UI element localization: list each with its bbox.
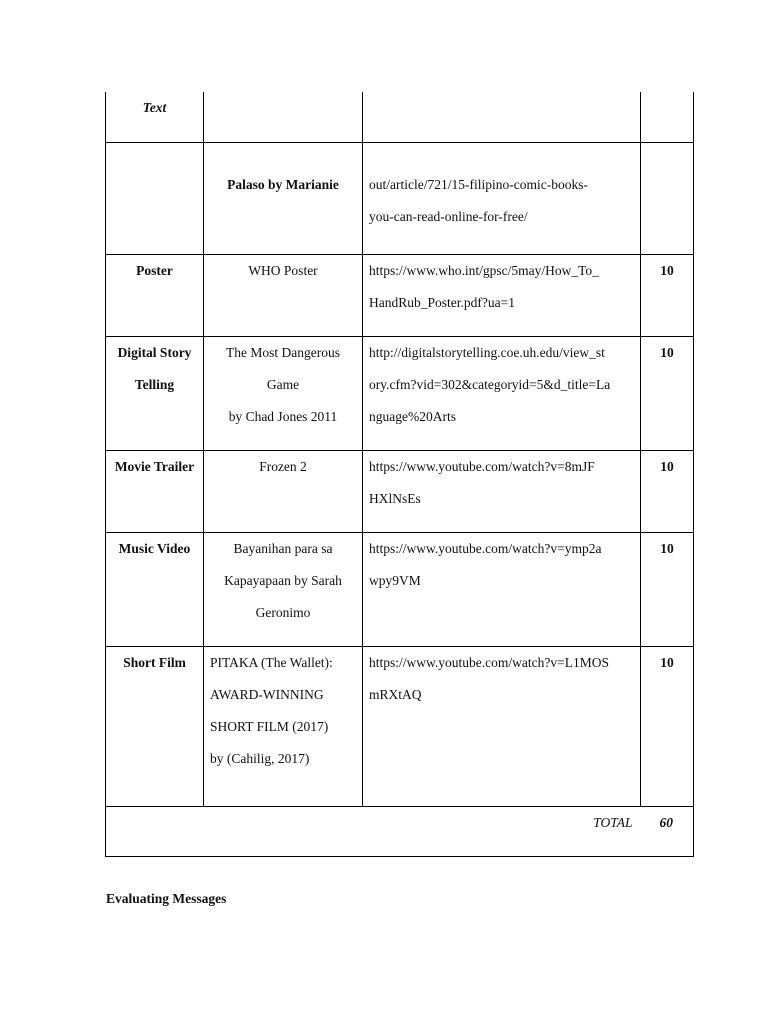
points-value: 10 [660,458,674,474]
link-text[interactable]: ory.cfm?vid=302&categoryid=5&d_title=La [369,376,611,392]
title-text: AWARD-WINNING [210,686,324,702]
type-label: Music Video [118,540,191,556]
link-text[interactable]: nguage%20Arts [369,408,456,424]
title-text: The Most Dangerous [226,344,340,360]
points-cell [641,532,694,646]
media-table [105,92,694,857]
title-cell [204,450,363,532]
link-text[interactable]: you-can-read-online-for-free/ [369,208,528,224]
table-row [106,142,694,254]
title-cell [204,646,363,806]
points-cell [641,646,694,806]
total-value-cell [641,806,694,856]
table-row [106,532,694,646]
link-cell [363,92,641,142]
title-cell [204,336,363,450]
title-text: by Chad Jones 2011 [228,408,338,424]
title-text: Palaso by Marianie [227,176,339,192]
points-cell [641,450,694,532]
title-cell [204,142,363,254]
table-row [106,450,694,532]
link-cell [363,646,641,806]
type-cell [106,450,204,532]
table-row [106,92,694,142]
section-title: Evaluating Messages [106,891,227,906]
link-text[interactable]: wpy9VM [369,572,421,588]
title-text: Bayanihan para sa [233,540,333,556]
table-row [106,646,694,806]
title-text: Frozen 2 [259,458,307,474]
table-row [106,254,694,336]
total-label-cell [106,806,641,856]
type-cell [106,336,204,450]
title-text: by (Cahilig, 2017) [210,750,310,766]
link-text[interactable]: HXlNsEs [369,490,421,506]
title-text: Geronimo [255,604,311,620]
table-row [106,336,694,450]
link-text[interactable]: https://www.youtube.com/watch?v=ymp2a [369,540,602,556]
type-label: Text [142,100,167,115]
points-cell [641,92,694,142]
type-cell [106,532,204,646]
type-cell [106,142,204,254]
type-label: Poster [136,262,173,278]
title-text: PITAKA (The Wallet): [210,654,333,670]
points-cell [641,142,694,254]
type-cell [106,92,204,142]
link-cell [363,142,641,254]
type-label: Movie Trailer [114,458,195,474]
points-value: 10 [660,344,674,360]
title-cell [204,254,363,336]
total-row [106,806,694,856]
link-cell [363,532,641,646]
type-label: Telling [134,376,175,392]
link-text[interactable]: https://www.youtube.com/watch?v=8mJF [369,458,595,474]
link-text[interactable]: mRXtAQ [369,686,422,702]
link-text[interactable]: http://digitalstorytelling.coe.uh.edu/view_st [369,344,605,360]
title-text: WHO Poster [248,262,318,278]
link-cell [363,254,641,336]
title-text: SHORT FILM (2017) [210,718,329,734]
total-label: TOTAL [593,814,633,830]
points-value: 10 [660,540,674,556]
title-text: Kapayapaan by Sarah [224,572,342,588]
type-cell [106,646,204,806]
total-value: 60 [659,814,673,830]
points-value: 10 [660,262,674,278]
link-text[interactable]: HandRub_Poster.pdf?ua=1 [369,294,515,310]
type-cell [106,254,204,336]
points-cell [641,254,694,336]
link-text[interactable]: out/article/721/15-filipino-comic-books- [369,176,588,192]
title-cell [204,532,363,646]
type-label: Digital Story [117,344,192,360]
type-label: Short Film [123,654,186,670]
link-cell [363,450,641,532]
title-text: Game [266,376,300,392]
points-cell [641,336,694,450]
link-cell [363,336,641,450]
title-cell [204,92,363,142]
link-text[interactable]: https://www.who.int/gpsc/5may/How_To_ [369,262,599,278]
points-value: 10 [660,654,674,670]
link-text[interactable]: https://www.youtube.com/watch?v=L1MOS [369,654,609,670]
